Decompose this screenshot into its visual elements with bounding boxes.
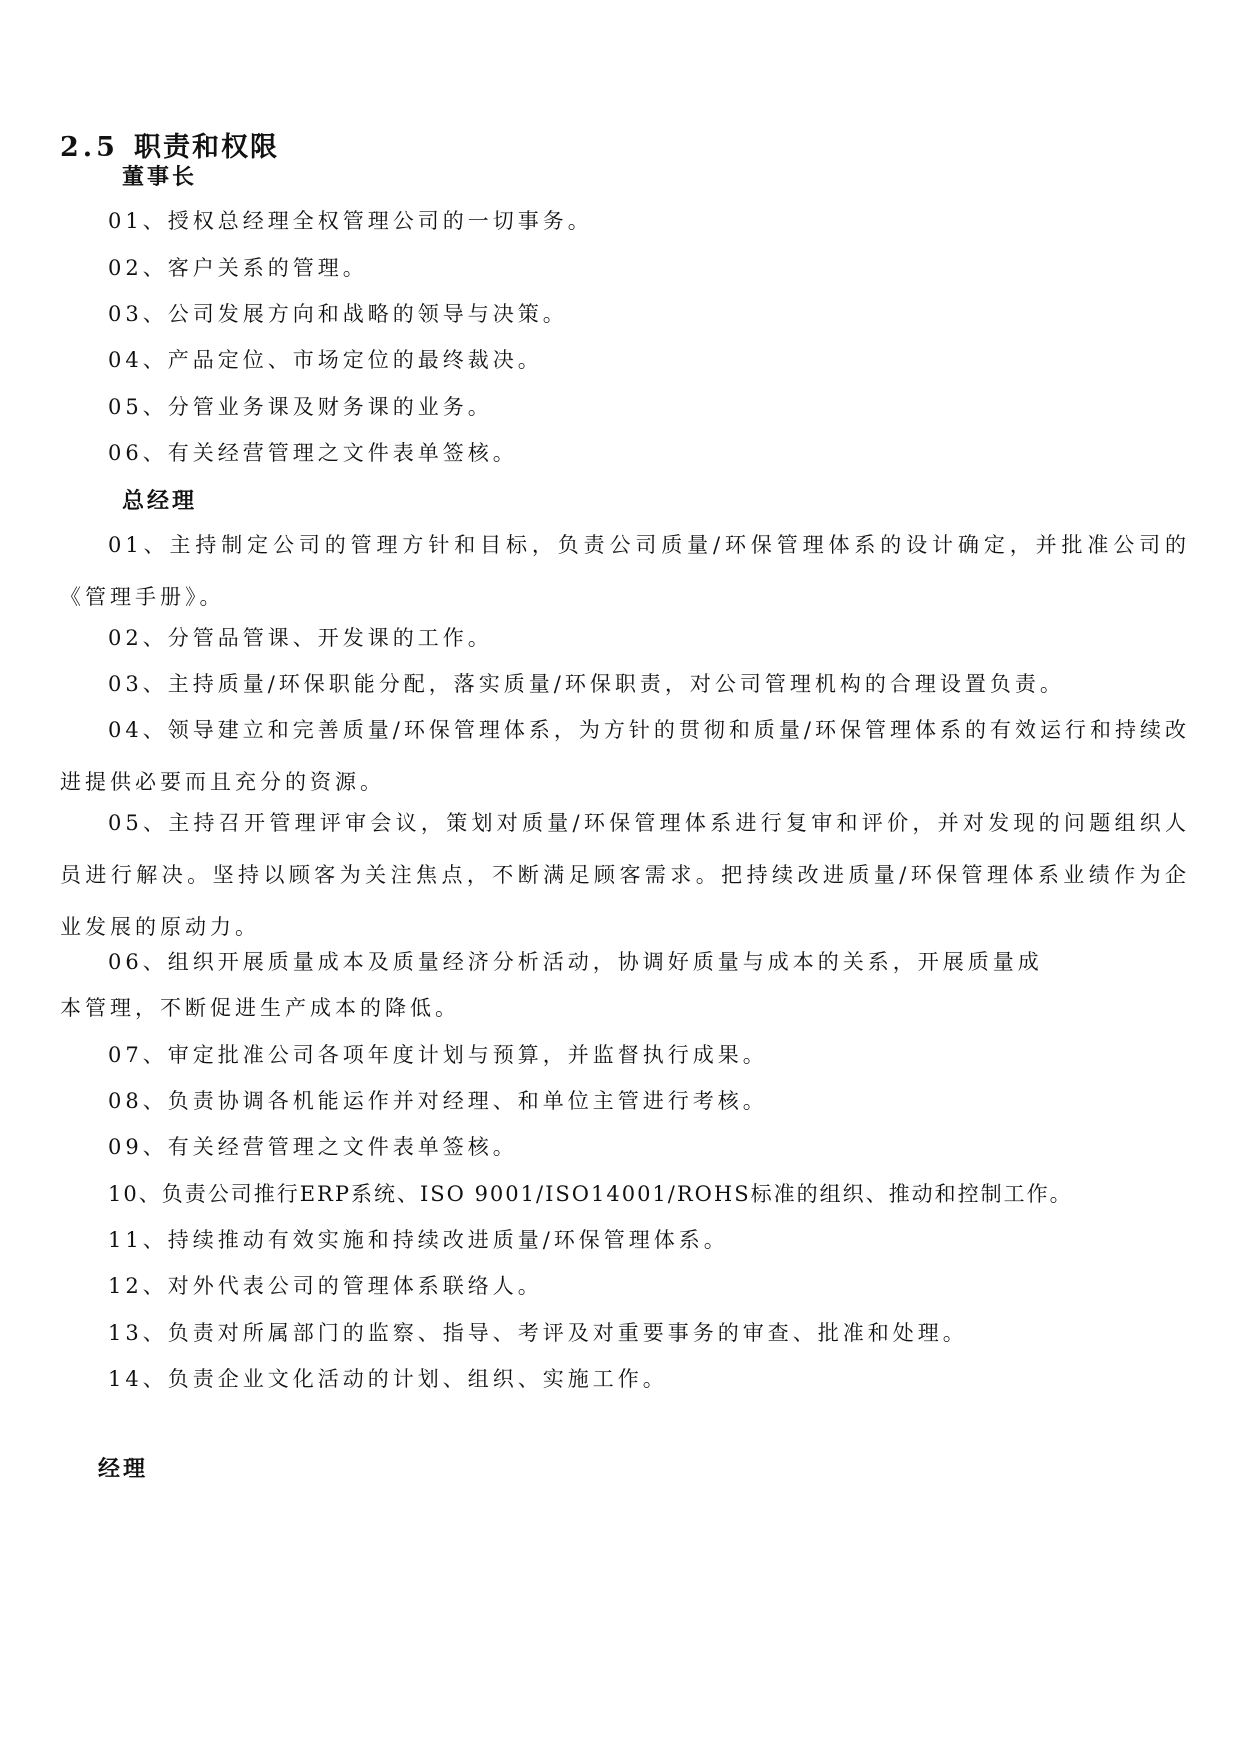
gm-item-04: 04、领导建立和完善质量/环保管理体系，为方针的贯彻和质量/环保管理体系的有效运行和持续改进提供必要而且充分的资源。 <box>60 718 1190 794</box>
gm-item-14: 14、负责企业文化活动的计划、组织、实施工作。 <box>108 1367 668 1391</box>
gm-item-03: 03、主持质量/环保职能分配，落实质量/环保职责，对公司管理机构的合理设置负责。 <box>108 672 1065 696</box>
gm-item-12: 12、对外代表公司的管理体系联络人。 <box>108 1274 543 1298</box>
role-heading-chairman: 董事长 <box>122 164 198 190</box>
gm-item-06-continued: 本管理，不断促进生产成本的降低。 <box>60 996 460 1020</box>
gm-item-05: 05、主持召开管理评审会议，策划对质量/环保管理体系进行复审和评价，并对发现的问题组织人员进行解决。坚持以顾客为关注焦点，不断满足顾客需求。把持续改进质量/环保管理体系业绩作为企业发展的原动力。 <box>60 811 1190 939</box>
gm-item-10: 10、负责公司推行ERP系统、ISO 9001/ISO14001/ROHS标准的组织、推动和控制工作。 <box>108 1182 1073 1206</box>
chairman-item-04: 04、产品定位、市场定位的最终裁决。 <box>108 348 543 372</box>
section-title: 职责和权限 <box>134 132 279 163</box>
chairman-item-03: 03、公司发展方向和战略的领导与决策。 <box>108 302 568 326</box>
chairman-item-01: 01、授权总经理全权管理公司的一切事务。 <box>108 209 593 233</box>
chairman-item-05: 05、分管业务课及财务课的业务。 <box>108 395 493 419</box>
section-heading <box>60 125 279 164</box>
gm-item-11: 11、持续推动有效实施和持续改进质量/环保管理体系。 <box>108 1228 729 1252</box>
gm-item-07: 07、审定批准公司各项年度计划与预算，并监督执行成果。 <box>108 1043 768 1067</box>
gm-item-06: 06、组织开展质量成本及质量经济分析活动，协调好质量与成本的关系，开展质量成 <box>108 950 1043 974</box>
chairman-item-06: 06、有关经营管理之文件表单签核。 <box>108 441 518 465</box>
gm-item-02: 02、分管品管课、开发课的工作。 <box>108 626 493 650</box>
gm-item-01: 01、主持制定公司的管理方针和目标，负责公司质量/环保管理体系的设计确定，并批准公司的《管理手册》。 <box>60 533 1190 609</box>
gm-item-09: 09、有关经营管理之文件表单签核。 <box>108 1135 518 1159</box>
role-heading-general-manager: 总经理 <box>122 488 198 514</box>
gm-item-13: 13、负责对所属部门的监察、指导、考评及对重要事务的审查、批准和处理。 <box>108 1321 968 1345</box>
section-number: 2.5 <box>60 132 119 163</box>
gm-item-08: 08、负责协调各机能运作并对经理、和单位主管进行考核。 <box>108 1089 768 1113</box>
chairman-item-02: 02、客户关系的管理。 <box>108 256 368 280</box>
role-heading-manager: 经理 <box>98 1456 149 1482</box>
